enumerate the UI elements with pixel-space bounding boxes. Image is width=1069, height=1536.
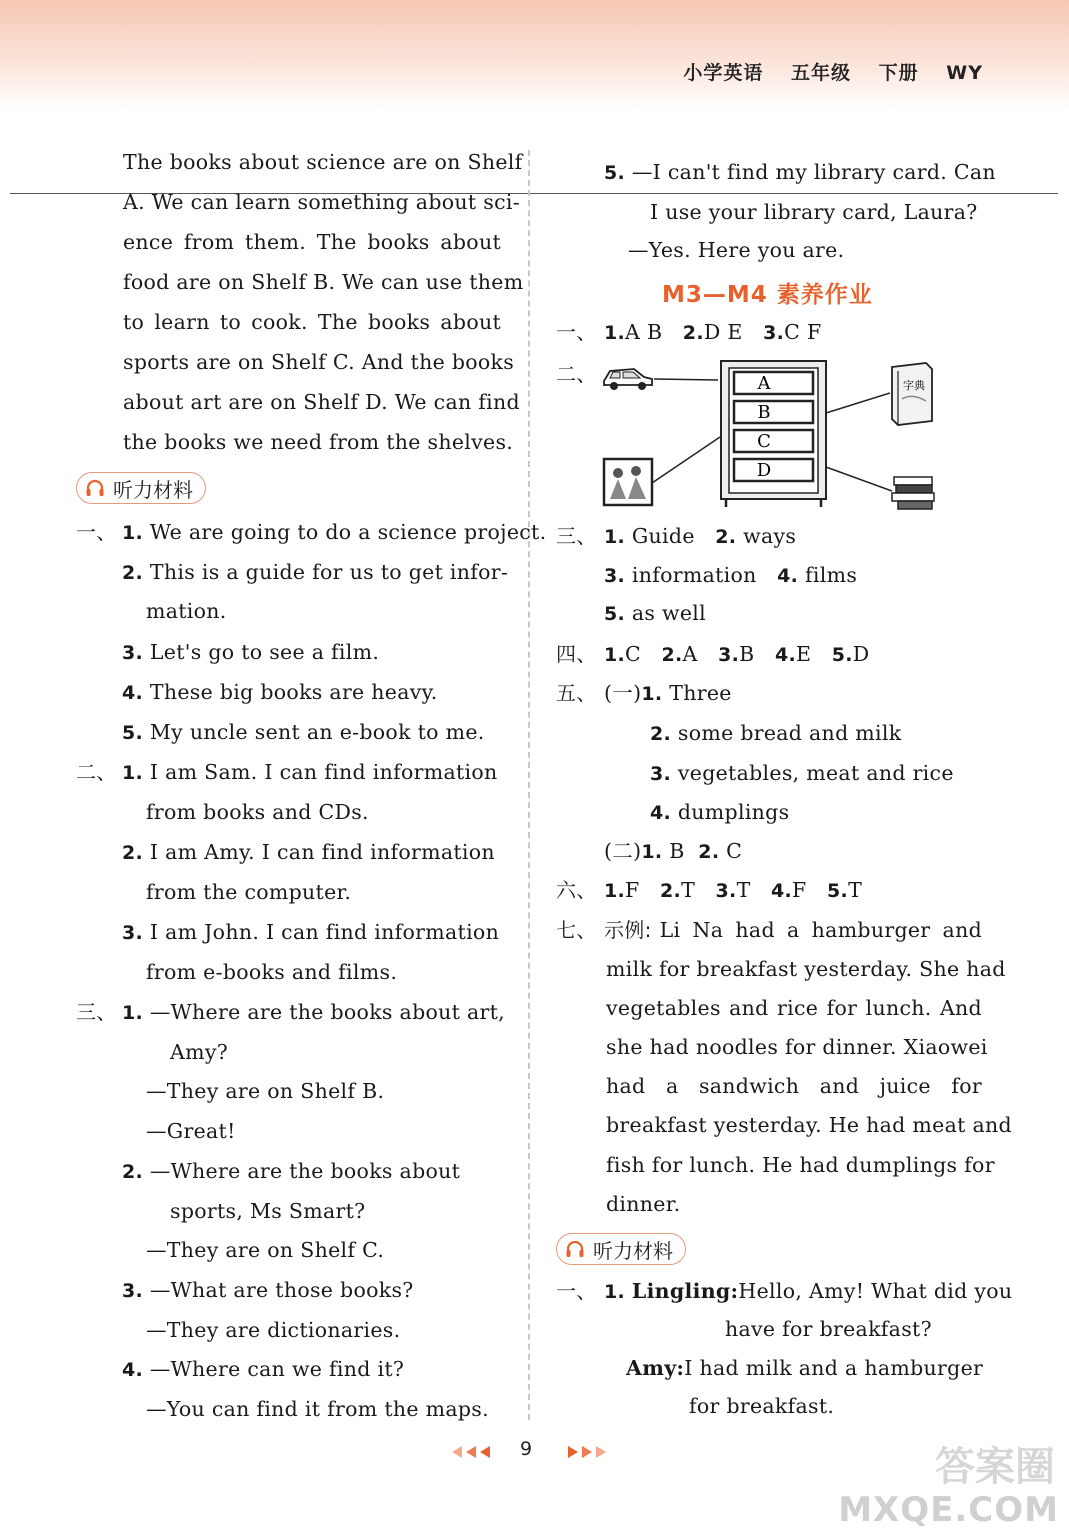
item-number: 1. bbox=[604, 1281, 626, 1303]
bookshelf-icon bbox=[721, 361, 826, 507]
car-icon bbox=[604, 369, 652, 390]
answer-number: 5. bbox=[604, 603, 626, 625]
item-number: 1. bbox=[122, 762, 144, 784]
answer-text: B bbox=[739, 642, 755, 666]
answer-number: 3. bbox=[718, 644, 740, 666]
item-number: 5. bbox=[604, 162, 626, 184]
item-text: sports, Ms Smart? bbox=[170, 1199, 366, 1223]
page-number: 9 bbox=[520, 1438, 533, 1460]
section-mark: 五、 bbox=[556, 681, 597, 705]
shelf-label-b: B bbox=[757, 402, 771, 423]
dictionary-label: 字典 bbox=[903, 379, 925, 392]
answer-number: 5. bbox=[827, 880, 849, 902]
essay-line: fish for lunch. He had dumplings for bbox=[606, 1153, 995, 1177]
header-edition: WY bbox=[946, 62, 983, 84]
passage-line: A. We can learn something about sci- bbox=[123, 190, 520, 214]
section-mark: 一、 bbox=[76, 520, 117, 544]
essay-line: she had noodles for dinner. Xiaowei bbox=[606, 1035, 988, 1059]
answer-text: F bbox=[792, 878, 807, 902]
section-mark: 三、 bbox=[556, 524, 597, 548]
prev-arrows-icon bbox=[448, 1444, 496, 1460]
part-mark: (一) bbox=[604, 681, 642, 705]
header-info bbox=[663, 58, 983, 85]
section-mark: 三、 bbox=[76, 1000, 117, 1024]
dictionary-icon bbox=[892, 363, 932, 425]
item-text: I am John. I can find information bbox=[149, 920, 500, 944]
passage-line: sports are on Shelf C. And the books bbox=[123, 350, 515, 374]
badge-label: 听力材料 bbox=[593, 1238, 673, 1263]
answer-text: T bbox=[681, 878, 696, 902]
answer-number: 4. bbox=[650, 802, 672, 824]
item-text: from books and CDs. bbox=[146, 800, 369, 824]
answer-text: T bbox=[736, 878, 751, 902]
answer-text: dumplings bbox=[677, 800, 790, 824]
item-text: I use your library card, Laura? bbox=[650, 200, 978, 224]
header-subject: 小学英语 bbox=[683, 62, 764, 84]
item-number: 3. bbox=[122, 922, 144, 944]
item-number: 2. bbox=[122, 1161, 144, 1183]
example-prefix: 示例: bbox=[604, 918, 652, 942]
answer-text: F bbox=[625, 878, 640, 902]
headphones-icon bbox=[85, 479, 105, 497]
essay-line: Li Na had a hamburger and bbox=[659, 918, 982, 942]
item-text: I am Sam. I can find information bbox=[149, 760, 498, 784]
answer-number: 5. bbox=[831, 644, 853, 666]
header-volume: 下册 bbox=[878, 62, 919, 84]
item-text: Let's go to see a film. bbox=[149, 640, 380, 664]
answer-text: some bread and milk bbox=[677, 721, 902, 745]
badge-label: 听力材料 bbox=[113, 477, 193, 502]
answer-text: vegetables, meat and rice bbox=[677, 761, 954, 785]
item-text: —Where are the books about art, bbox=[149, 1000, 505, 1024]
matching-diagram bbox=[596, 355, 946, 515]
item-number: 1. bbox=[122, 1002, 144, 1024]
section-mark: 四、 bbox=[556, 642, 597, 666]
answer-number: 2. bbox=[715, 526, 737, 548]
answer-text: information bbox=[631, 563, 757, 587]
item-number: 3. bbox=[122, 1280, 144, 1302]
section-mark: 二、 bbox=[556, 362, 597, 386]
item-text: This is a guide for us to get infor- bbox=[149, 560, 509, 584]
answer-text: Guide bbox=[631, 524, 695, 548]
passage-line: The books about science are on Shelf bbox=[123, 150, 523, 174]
answer-number: 1. bbox=[604, 644, 626, 666]
item-text: —What are those books? bbox=[149, 1278, 414, 1302]
header-band bbox=[0, 0, 1069, 110]
item-number: 3. bbox=[122, 642, 144, 664]
passage-line: to learn to cook. The books about bbox=[123, 310, 501, 334]
passage-line: the books we need from the shelves. bbox=[123, 430, 514, 454]
answer-number: 1. bbox=[604, 322, 626, 344]
speaker-name: Lingling: bbox=[631, 1279, 739, 1303]
dialogue-text: I had milk and a hamburger bbox=[684, 1356, 984, 1380]
item-number: 1. bbox=[122, 522, 144, 544]
shelf-label-c: C bbox=[757, 431, 771, 452]
essay-line: dinner. bbox=[606, 1192, 681, 1216]
section-mark: 二、 bbox=[76, 760, 117, 784]
item-text: My uncle sent an e-book to me. bbox=[149, 720, 485, 744]
headphones-icon bbox=[565, 1240, 585, 1258]
answer-number: 1. bbox=[604, 526, 626, 548]
answer-number: 2. bbox=[650, 723, 672, 745]
art-picture-icon bbox=[604, 459, 652, 505]
item-text: —They are on Shelf B. bbox=[146, 1079, 385, 1103]
answer-text: D E bbox=[703, 320, 743, 344]
book-stack-icon bbox=[892, 477, 934, 509]
shelf-label-a: A bbox=[757, 373, 771, 394]
answer-text: ways bbox=[743, 524, 797, 548]
answer-number: 4. bbox=[774, 644, 797, 666]
answer-number: 4. bbox=[771, 880, 793, 902]
answer-text: Three bbox=[669, 681, 732, 705]
answer-text: D bbox=[852, 642, 870, 666]
item-text: from e-books and films. bbox=[146, 960, 398, 984]
item-text: —Yes. Here you are. bbox=[628, 238, 845, 262]
answer-text: A B bbox=[625, 320, 663, 344]
passage-line: about art are on Shelf D. We can find bbox=[123, 390, 520, 414]
passage-line: food are on Shelf B. We can use them bbox=[123, 270, 524, 294]
answer-number: 2. bbox=[682, 322, 704, 344]
item-number: 5. bbox=[122, 722, 144, 744]
answer-text: as well bbox=[631, 601, 707, 625]
section-mark: 六、 bbox=[556, 878, 597, 902]
item-number: 4. bbox=[122, 1359, 144, 1381]
shelf-label-d: D bbox=[756, 460, 772, 481]
watermark-logo: 答案圈 bbox=[935, 1444, 1055, 1490]
dialogue-text: for breakfast. bbox=[689, 1394, 835, 1418]
essay-line: breakfast yesterday. He had meat and bbox=[606, 1113, 1012, 1137]
answer-number: 1. bbox=[641, 683, 663, 705]
essay-line: milk for breakfast yesterday. She had bbox=[606, 957, 1006, 981]
section-mark: 一、 bbox=[556, 1279, 597, 1303]
answer-number: 3. bbox=[604, 565, 626, 587]
item-text: I am Amy. I can find information bbox=[149, 840, 495, 864]
item-number: 2. bbox=[122, 562, 144, 584]
next-arrows-icon bbox=[562, 1444, 610, 1460]
item-text: —Where are the books about bbox=[149, 1159, 461, 1183]
item-text: —They are on Shelf C. bbox=[146, 1238, 385, 1262]
passage-line: ence from them. The books about bbox=[123, 230, 501, 254]
watermark-url: MXQE.COM bbox=[838, 1490, 1059, 1530]
item-number: 4. bbox=[122, 682, 144, 704]
answer-text: C bbox=[726, 839, 743, 863]
answer-number: 3. bbox=[763, 322, 785, 344]
answer-number: 2. bbox=[661, 644, 683, 666]
answer-number: 1. bbox=[604, 880, 626, 902]
essay-line: had a sandwich and juice for bbox=[606, 1074, 982, 1098]
item-text: Amy? bbox=[170, 1040, 229, 1064]
answer-text: B bbox=[669, 839, 685, 863]
answer-text: E bbox=[796, 642, 812, 666]
answer-number: 4. bbox=[777, 565, 799, 587]
column-divider bbox=[528, 150, 530, 1420]
listening-material-badge bbox=[556, 1233, 686, 1265]
item-text: —Where can we find it? bbox=[149, 1357, 405, 1381]
item-text: We are going to do a science project. bbox=[149, 520, 547, 544]
answer-text: T bbox=[848, 878, 863, 902]
item-text: from the computer. bbox=[146, 880, 352, 904]
listening-material-badge bbox=[76, 472, 206, 504]
answer-text: C F bbox=[784, 320, 822, 344]
answer-number: 2. bbox=[660, 880, 682, 902]
item-text: —You can find it from the maps. bbox=[146, 1397, 489, 1421]
speaker-name: Amy: bbox=[626, 1356, 685, 1380]
answer-text: A bbox=[682, 642, 698, 666]
item-text: mation. bbox=[146, 599, 227, 623]
header-grade: 五年级 bbox=[791, 62, 852, 84]
section-mark: 一、 bbox=[556, 320, 597, 344]
dialogue-text: have for breakfast? bbox=[725, 1317, 932, 1341]
essay-line: vegetables and rice for lunch. And bbox=[606, 996, 982, 1020]
answer-number: 3. bbox=[715, 880, 737, 902]
item-text: —I can't find my library card. Can bbox=[631, 160, 996, 184]
section-title: M3—M4 素养作业 bbox=[662, 282, 873, 308]
item-number: 2. bbox=[122, 842, 144, 864]
answer-number: 3. bbox=[650, 763, 672, 785]
item-text: These big books are heavy. bbox=[149, 680, 438, 704]
answer-text: films bbox=[805, 563, 858, 587]
item-text: —They are dictionaries. bbox=[146, 1318, 401, 1342]
answer-number: 2. bbox=[698, 841, 720, 863]
answer-number: 1. bbox=[641, 841, 663, 863]
part-mark: (二) bbox=[604, 839, 642, 863]
dialogue-text: Hello, Amy! What did you bbox=[738, 1279, 1013, 1303]
answer-text: C bbox=[625, 642, 642, 666]
item-text: —Great! bbox=[146, 1119, 236, 1143]
section-mark: 七、 bbox=[556, 918, 597, 942]
